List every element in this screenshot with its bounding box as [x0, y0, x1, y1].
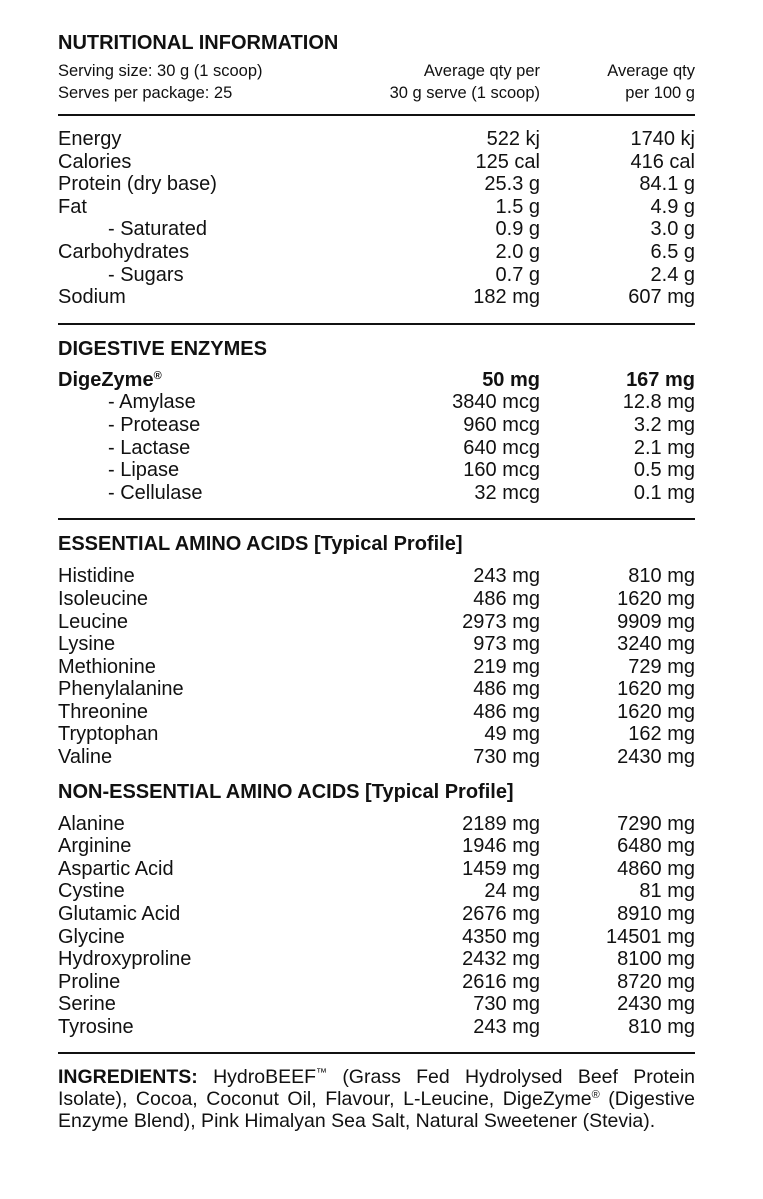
row-per100-value: 1740 kj — [630, 128, 695, 150]
row-label: Cystine — [58, 880, 125, 903]
row-per100-value: 162 mg — [628, 723, 695, 746]
row-per100-value: 810 mg — [628, 1016, 695, 1038]
row-label: Tyrosine — [58, 1016, 134, 1038]
row-serve-value: 2.0 g — [495, 240, 540, 263]
row-label: Tryptophan — [58, 723, 159, 746]
row-label: Glycine — [58, 925, 125, 948]
row-serve-value: 730 mg — [473, 746, 540, 769]
ingredients-text — [58, 1066, 695, 1133]
row-per100-value: 7290 mg — [617, 812, 695, 835]
col-100g-header-line2: per 100 g — [625, 84, 695, 102]
amino-row — [58, 948, 695, 971]
enzyme-blend-per100: 167 mg — [626, 368, 695, 391]
row-label: Leucine — [58, 610, 129, 633]
nutrition-row — [58, 128, 695, 151]
row-serve-value: 973 mg — [473, 633, 540, 656]
nutrition-row — [58, 264, 695, 287]
row-serve-value: 3840 mcg — [452, 391, 540, 414]
row-serve-value: 2676 mg — [462, 903, 540, 926]
row-label: Protein (dry base) — [58, 173, 217, 196]
nutrition-row — [58, 218, 695, 241]
registered-mark: ® — [153, 369, 162, 382]
serving-size: Serving size: 30 g (1 scoop) — [58, 62, 263, 80]
enzymes-table — [58, 391, 695, 504]
amino-row — [58, 565, 695, 588]
row-per100-value: 3.2 mg — [633, 413, 695, 436]
row-serve-value: 1.5 g — [495, 195, 540, 218]
row-label: - Lactase — [108, 436, 191, 459]
row-per100-value: 1620 mg — [617, 700, 695, 723]
row-label: Methionine — [58, 655, 156, 678]
amino-row — [58, 926, 695, 949]
row-per100-value: 8910 mg — [617, 903, 695, 926]
row-per100-value: 8100 mg — [617, 948, 695, 971]
enzymes-title: DIGESTIVE ENZYMES — [58, 337, 267, 360]
row-serve-value: 0.7 g — [495, 263, 540, 286]
enzyme-row — [58, 391, 695, 414]
row-label: - Lipase — [108, 459, 180, 482]
row-per100-value: 0.5 mg — [633, 459, 695, 482]
nutrition-row — [58, 286, 695, 309]
row-serve-value: 160 mcg — [463, 459, 540, 482]
col-serve-header-line2: 30 g serve (1 scoop) — [389, 84, 540, 102]
row-per100-value: 9909 mg — [617, 610, 695, 633]
col-serve-header-line1: Average qty per — [423, 62, 540, 80]
row-serve-value: 2432 mg — [462, 948, 540, 971]
amino-row — [58, 835, 695, 858]
enzyme-row — [58, 437, 695, 460]
row-serve-value: 24 mg — [484, 880, 540, 903]
row-per100-value: 12.8 mg — [622, 391, 695, 414]
amino-row — [58, 880, 695, 903]
row-label: - Sugars — [108, 263, 184, 286]
row-serve-value: 2616 mg — [462, 970, 540, 993]
amino-row — [58, 971, 695, 994]
row-label: - Cellulase — [108, 481, 203, 504]
row-serve-value: 486 mg — [473, 587, 540, 610]
non-essential-amino-title: NON-ESSENTIAL AMINO ACIDS [Typical Profile] — [58, 780, 514, 803]
amino-row — [58, 678, 695, 701]
row-serve-value: 4350 mg — [462, 925, 540, 948]
nutrition-title: NUTRITIONAL INFORMATION — [58, 32, 339, 54]
row-serve-value: 125 cal — [475, 150, 540, 173]
row-per100-value: 1620 mg — [617, 678, 695, 701]
row-serve-value: 1946 mg — [462, 835, 540, 858]
row-per100-value: 2430 mg — [617, 993, 695, 1016]
row-per100-value: 14501 mg — [606, 925, 695, 948]
amino-row — [58, 1016, 695, 1039]
row-serve-value: 2973 mg — [462, 610, 540, 633]
enzyme-row — [58, 482, 695, 505]
row-serve-value: 2189 mg — [462, 812, 540, 835]
row-label: Proline — [58, 970, 121, 993]
amino-row — [58, 723, 695, 746]
row-label: - Protease — [108, 413, 201, 436]
row-per100-value: 6480 mg — [617, 835, 695, 858]
row-per100-value: 729 mg — [628, 655, 695, 678]
row-per100-value: 607 mg — [628, 286, 695, 309]
row-serve-value: 182 mg — [473, 286, 540, 309]
row-label: Energy — [58, 128, 122, 150]
row-per100-value: 3.0 g — [650, 218, 695, 241]
row-label: Carbohydrates — [58, 240, 190, 263]
serving-header-row-1 — [58, 60, 695, 82]
row-label: - Amylase — [108, 391, 196, 414]
row-label: Lysine — [58, 633, 116, 656]
nutrition-row — [58, 173, 695, 196]
row-label: Threonine — [58, 700, 149, 723]
row-serve-value: 243 mg — [473, 565, 540, 588]
row-label: - Saturated — [108, 218, 207, 241]
amino-row — [58, 633, 695, 656]
ingredients-part-2: (Grass Fed Hydrolysed Beef Protein Isolate), Cocoa, Coconut Oil, Flavour, L-Leucine, DigeZyme — [58, 1065, 696, 1110]
nutrition-row — [58, 241, 695, 264]
row-serve-value: 960 mcg — [463, 413, 540, 436]
row-serve-value: 486 mg — [473, 700, 540, 723]
row-serve-value: 49 mg — [484, 723, 540, 746]
registered-mark: ® — [591, 1089, 600, 1101]
row-serve-value: 730 mg — [473, 993, 540, 1016]
row-serve-value: 640 mcg — [463, 436, 540, 459]
ingredients-part-1: HydroBEEF — [213, 1065, 317, 1088]
row-per100-value: 81 mg — [639, 880, 695, 903]
ingredients-label: INGREDIENTS: — [58, 1065, 198, 1088]
amino-row — [58, 903, 695, 926]
nutrition-table — [58, 128, 695, 309]
ingredients-part-3: (Digestive Enzyme Blend), Pink Himalyan Sea Salt, Natural Sweetener (Stevia). — [58, 1088, 695, 1133]
amino-row — [58, 611, 695, 634]
row-serve-value: 243 mg — [473, 1016, 540, 1038]
row-per100-value: 1620 mg — [617, 587, 695, 610]
col-100g-header-line1: Average qty — [607, 62, 695, 80]
enzyme-blend-serve: 50 mg — [482, 368, 540, 391]
row-per100-value: 810 mg — [628, 565, 695, 588]
row-serve-value: 522 kj — [486, 128, 540, 150]
row-label: Glutamic Acid — [58, 903, 181, 926]
row-per100-value: 84.1 g — [639, 173, 695, 196]
enzyme-row — [58, 414, 695, 437]
row-label: Histidine — [58, 565, 135, 588]
essential-amino-table — [58, 565, 695, 768]
trademark-mark: ™ — [316, 1066, 328, 1079]
row-label: Sodium — [58, 286, 126, 309]
amino-row — [58, 813, 695, 836]
nutrition-row — [58, 151, 695, 174]
enzyme-blend-name: DigeZyme — [58, 368, 154, 391]
row-per100-value: 0.1 mg — [633, 481, 695, 504]
amino-row — [58, 993, 695, 1016]
enzyme-row — [58, 459, 695, 482]
amino-row — [58, 701, 695, 724]
row-label: Fat — [58, 195, 87, 218]
row-serve-value: 486 mg — [473, 678, 540, 701]
row-serve-value: 25.3 g — [484, 173, 540, 196]
serving-header-row-2 — [58, 82, 695, 104]
row-label: Phenylalanine — [58, 678, 184, 701]
row-serve-value: 219 mg — [473, 655, 540, 678]
nutrition-panel — [58, 32, 695, 1133]
row-label: Calories — [58, 150, 132, 173]
enzyme-blend-row — [58, 369, 695, 392]
essential-amino-title: ESSENTIAL AMINO ACIDS [Typical Profile] — [58, 533, 463, 556]
row-per100-value: 2.1 mg — [633, 436, 695, 459]
nutrition-row — [58, 196, 695, 219]
row-per100-value: 4860 mg — [617, 857, 695, 880]
row-per100-value: 3240 mg — [617, 633, 695, 656]
row-serve-value: 0.9 g — [495, 218, 540, 241]
row-label: Alanine — [58, 812, 125, 835]
row-per100-value: 6.5 g — [650, 240, 695, 263]
non-essential-amino-table — [58, 813, 695, 1039]
row-label: Valine — [58, 746, 113, 769]
row-label: Hydroxyproline — [58, 948, 192, 971]
row-label: Aspartic Acid — [58, 857, 174, 880]
row-label: Arginine — [58, 835, 132, 858]
row-label: Serine — [58, 993, 116, 1016]
row-serve-value: 1459 mg — [462, 857, 540, 880]
row-per100-value: 4.9 g — [650, 195, 695, 218]
row-per100-value: 2.4 g — [650, 263, 695, 286]
amino-row — [58, 656, 695, 679]
row-label: Isoleucine — [58, 587, 149, 610]
serves-per-package: Serves per package: 25 — [58, 84, 233, 102]
row-per100-value: 2430 mg — [617, 746, 695, 769]
row-per100-value: 416 cal — [630, 150, 695, 173]
amino-row — [58, 858, 695, 881]
amino-row — [58, 588, 695, 611]
amino-row — [58, 746, 695, 769]
row-serve-value: 32 mcg — [474, 481, 540, 504]
row-per100-value: 8720 mg — [617, 970, 695, 993]
